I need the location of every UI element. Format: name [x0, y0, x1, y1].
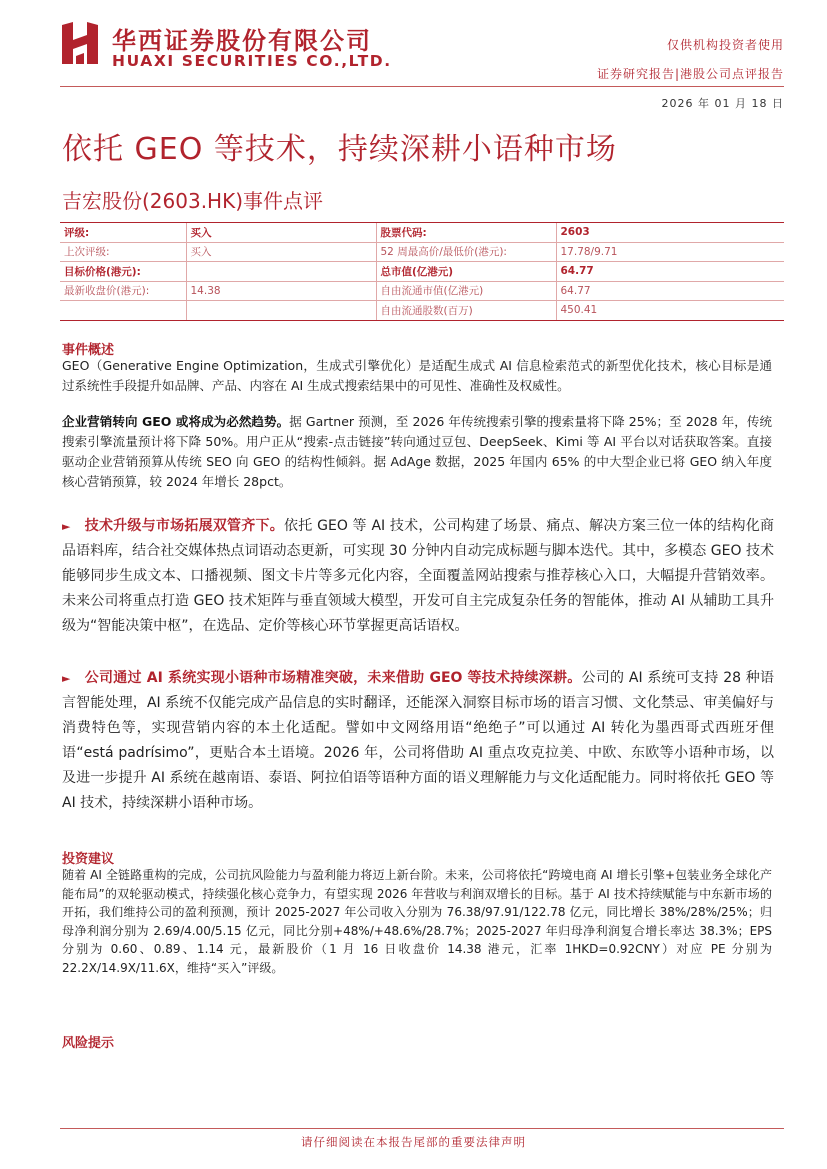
table-row [60, 281, 784, 301]
point-2-body: 公司的 AI 系统可支持 28 种语言智能处理，AI 系统不仅能完成产品信息的实时翻译，还能深入洞察目标市场的语言习惯、文化禁忌、审美偏好与消费特色等，实现营销内容的本土化适配。譬如中文网络用语“绝绝子”可以通过 AI 转化为墨西哥式西班牙俚语“está padrísimo”，更贴合本土语境。2026 年，公司将借助 AI 重点攻克拉美、中欧、东欧等小语种市场，以及进一步提升 AI 系统在越南语、泰语、阿拉伯语等语种方面的语义理解能力与文化适配能力。同时将依托 GEO 等 AI 技术，持续深耕小语种市场。 [62, 670, 774, 811]
float-cap-value: 64.77 [556, 281, 784, 301]
close-price-label: 最新收盘价(港元): [60, 281, 186, 301]
legal-footer: 请仔细阅读在本报告尾部的重要法律声明 [301, 1135, 526, 1149]
point-2-lead: 公司通过 AI 系统实现小语种市场精准突破，未来借助 GEO 等技术持续深耕。 [84, 670, 582, 686]
company-name-en: HUAXI SECURITIES CO.,LTD. [112, 52, 392, 70]
huaxi-logo-icon [60, 22, 100, 64]
report-date: 2026 年 01 月 18 日 [661, 97, 784, 110]
stock-code-label: 股票代码: [376, 223, 556, 243]
point-2 [62, 666, 774, 816]
event-paragraph-2-body: 据 Gartner 预测，至 2026 年传统搜索引擎的搜索量将下降 25%；至 2028 年，传统搜索引擎流量预计将下降 50%。用户正从“搜索-点击链接”转向通过豆包、DeepSeek、Kimi 等 AI 平台以对话获取答案。直接驱动企业营销预算从传统 SEO 向 GEO 的结构性倾斜。据 AdAge 数据，2025 年国内 65% 的中大型企业已将 GEO 纳入年度核心营销预算，较 2024 年增长 28pct。 [62, 414, 772, 489]
stock-info-table [60, 222, 784, 321]
bullet-triangle-icon: ► [62, 520, 71, 533]
section-heading-event: 事件概述 [62, 343, 115, 358]
table-row [60, 242, 784, 262]
empty-cell [186, 301, 376, 321]
report-subtitle: 吉宏股份(2603.HK)事件点评 [62, 189, 324, 213]
float-shares-label: 自由流通股数(百万) [376, 301, 556, 321]
report-type: 证券研究报告|港股公司点评报告 [596, 67, 784, 81]
rating-label: 评级: [60, 223, 186, 243]
table-row [60, 223, 784, 243]
market-cap-value: 64.77 [556, 262, 784, 282]
event-paragraph-2 [62, 412, 772, 492]
invest-paragraph: 随着 AI 全链路重构的完成，公司抗风险能力与盈利能力将迈上新台阶。未来，公司将依托“跨境电商 AI 增长引擎+包装业务全球化产能布局”的双轮驱动模式，持续强化核心竞争力，有望实现 2026 年营收与利润双增长的目标。基于 AI 技术持续赋能与中东新市场的开拓，我们维持公司的盈利预测，预计 2025-2027 年公司收入分别为 76.38/97.91/122.78 亿元，同比增长 38%/28%/25%；归母净利润分别为 2.69/4.00/5.15 亿元，同比分别+48%/+48.6%/28.7%；2025-2027 年归母净利润复合增长率达 38.3%；EPS 分别为 0.60、0.89、1.14 元，最新股价（1 月 16 日收盘价 14.38 港元，汇率 1HKD=0.92CNY）对应 PE 分别为 22.2X/14.9X/11.6X，维持“买入”评级。 [62, 868, 772, 975]
rating-value: 买入 [186, 223, 376, 243]
float-cap-label: 自由流通市值(亿港元) [376, 281, 556, 301]
footer-divider [60, 1128, 784, 1129]
table-row [60, 301, 784, 321]
event-paragraph-1: GEO（Generative Engine Optimization，生成式引擎优化）是适配生成式 AI 信息检索范式的新型优化技术，核心目标是通过系统性手段提升如品牌、产品、内容在 AI 生成式搜索结果中的可见性、准确性及权威性。 [62, 358, 772, 393]
bullet-triangle-icon: ► [62, 672, 71, 685]
empty-cell [60, 301, 186, 321]
point-1-body: 依托 GEO 等 AI 技术，公司构建了场景、痛点、解决方案三位一体的结构化商品语料库，结合社交媒体热点词语动态更新，可实现 30 分钟内自动完成标题与脚本迭代。其中，多模态 GEO 技术能够同步生成文本、口播视频、图文卡片等多元化内容，全面覆盖网站搜索与推荐核心入口，大幅提升营销效率。未来公司将重点打造 GEO 技术矩阵与垂直领域大模型，开发可自主完成复杂任务的智能体，推动 AI 从辅助工具升级为“智能决策中枢”，在选品、定价等核心环节掌握更高话语权。 [62, 518, 774, 634]
52w-range-label: 52 周最高价/最低价(港元): [376, 242, 556, 262]
report-title: 依托 GEO 等技术，持续深耕小语种市场 [62, 132, 617, 167]
section-heading-risk: 风险提示 [62, 1036, 115, 1051]
point-1-lead: 技术升级与市场拓展双管齐下。 [84, 518, 284, 534]
target-price-label: 目标价格(港元): [60, 262, 186, 282]
point-1 [62, 514, 774, 639]
audience-notice: 仅供机构投资者使用 [666, 38, 784, 52]
target-price-value [186, 262, 376, 282]
stock-code-value: 2603 [556, 223, 784, 243]
table-row [60, 262, 784, 282]
market-cap-label: 总市值(亿港元) [376, 262, 556, 282]
float-shares-value: 450.41 [556, 301, 784, 321]
section-heading-invest: 投资建议 [62, 852, 115, 867]
event-paragraph-2-lead: 企业营销转向 GEO 或将成为必然趋势。 [62, 414, 290, 429]
header-divider [60, 86, 784, 87]
company-name-cn: 华西证券股份有限公司 [112, 27, 372, 55]
close-price-value: 14.38 [186, 281, 376, 301]
52w-range-value: 17.78/9.71 [556, 242, 784, 262]
prev-rating-value: 买入 [186, 242, 376, 262]
prev-rating-label: 上次评级: [60, 242, 186, 262]
